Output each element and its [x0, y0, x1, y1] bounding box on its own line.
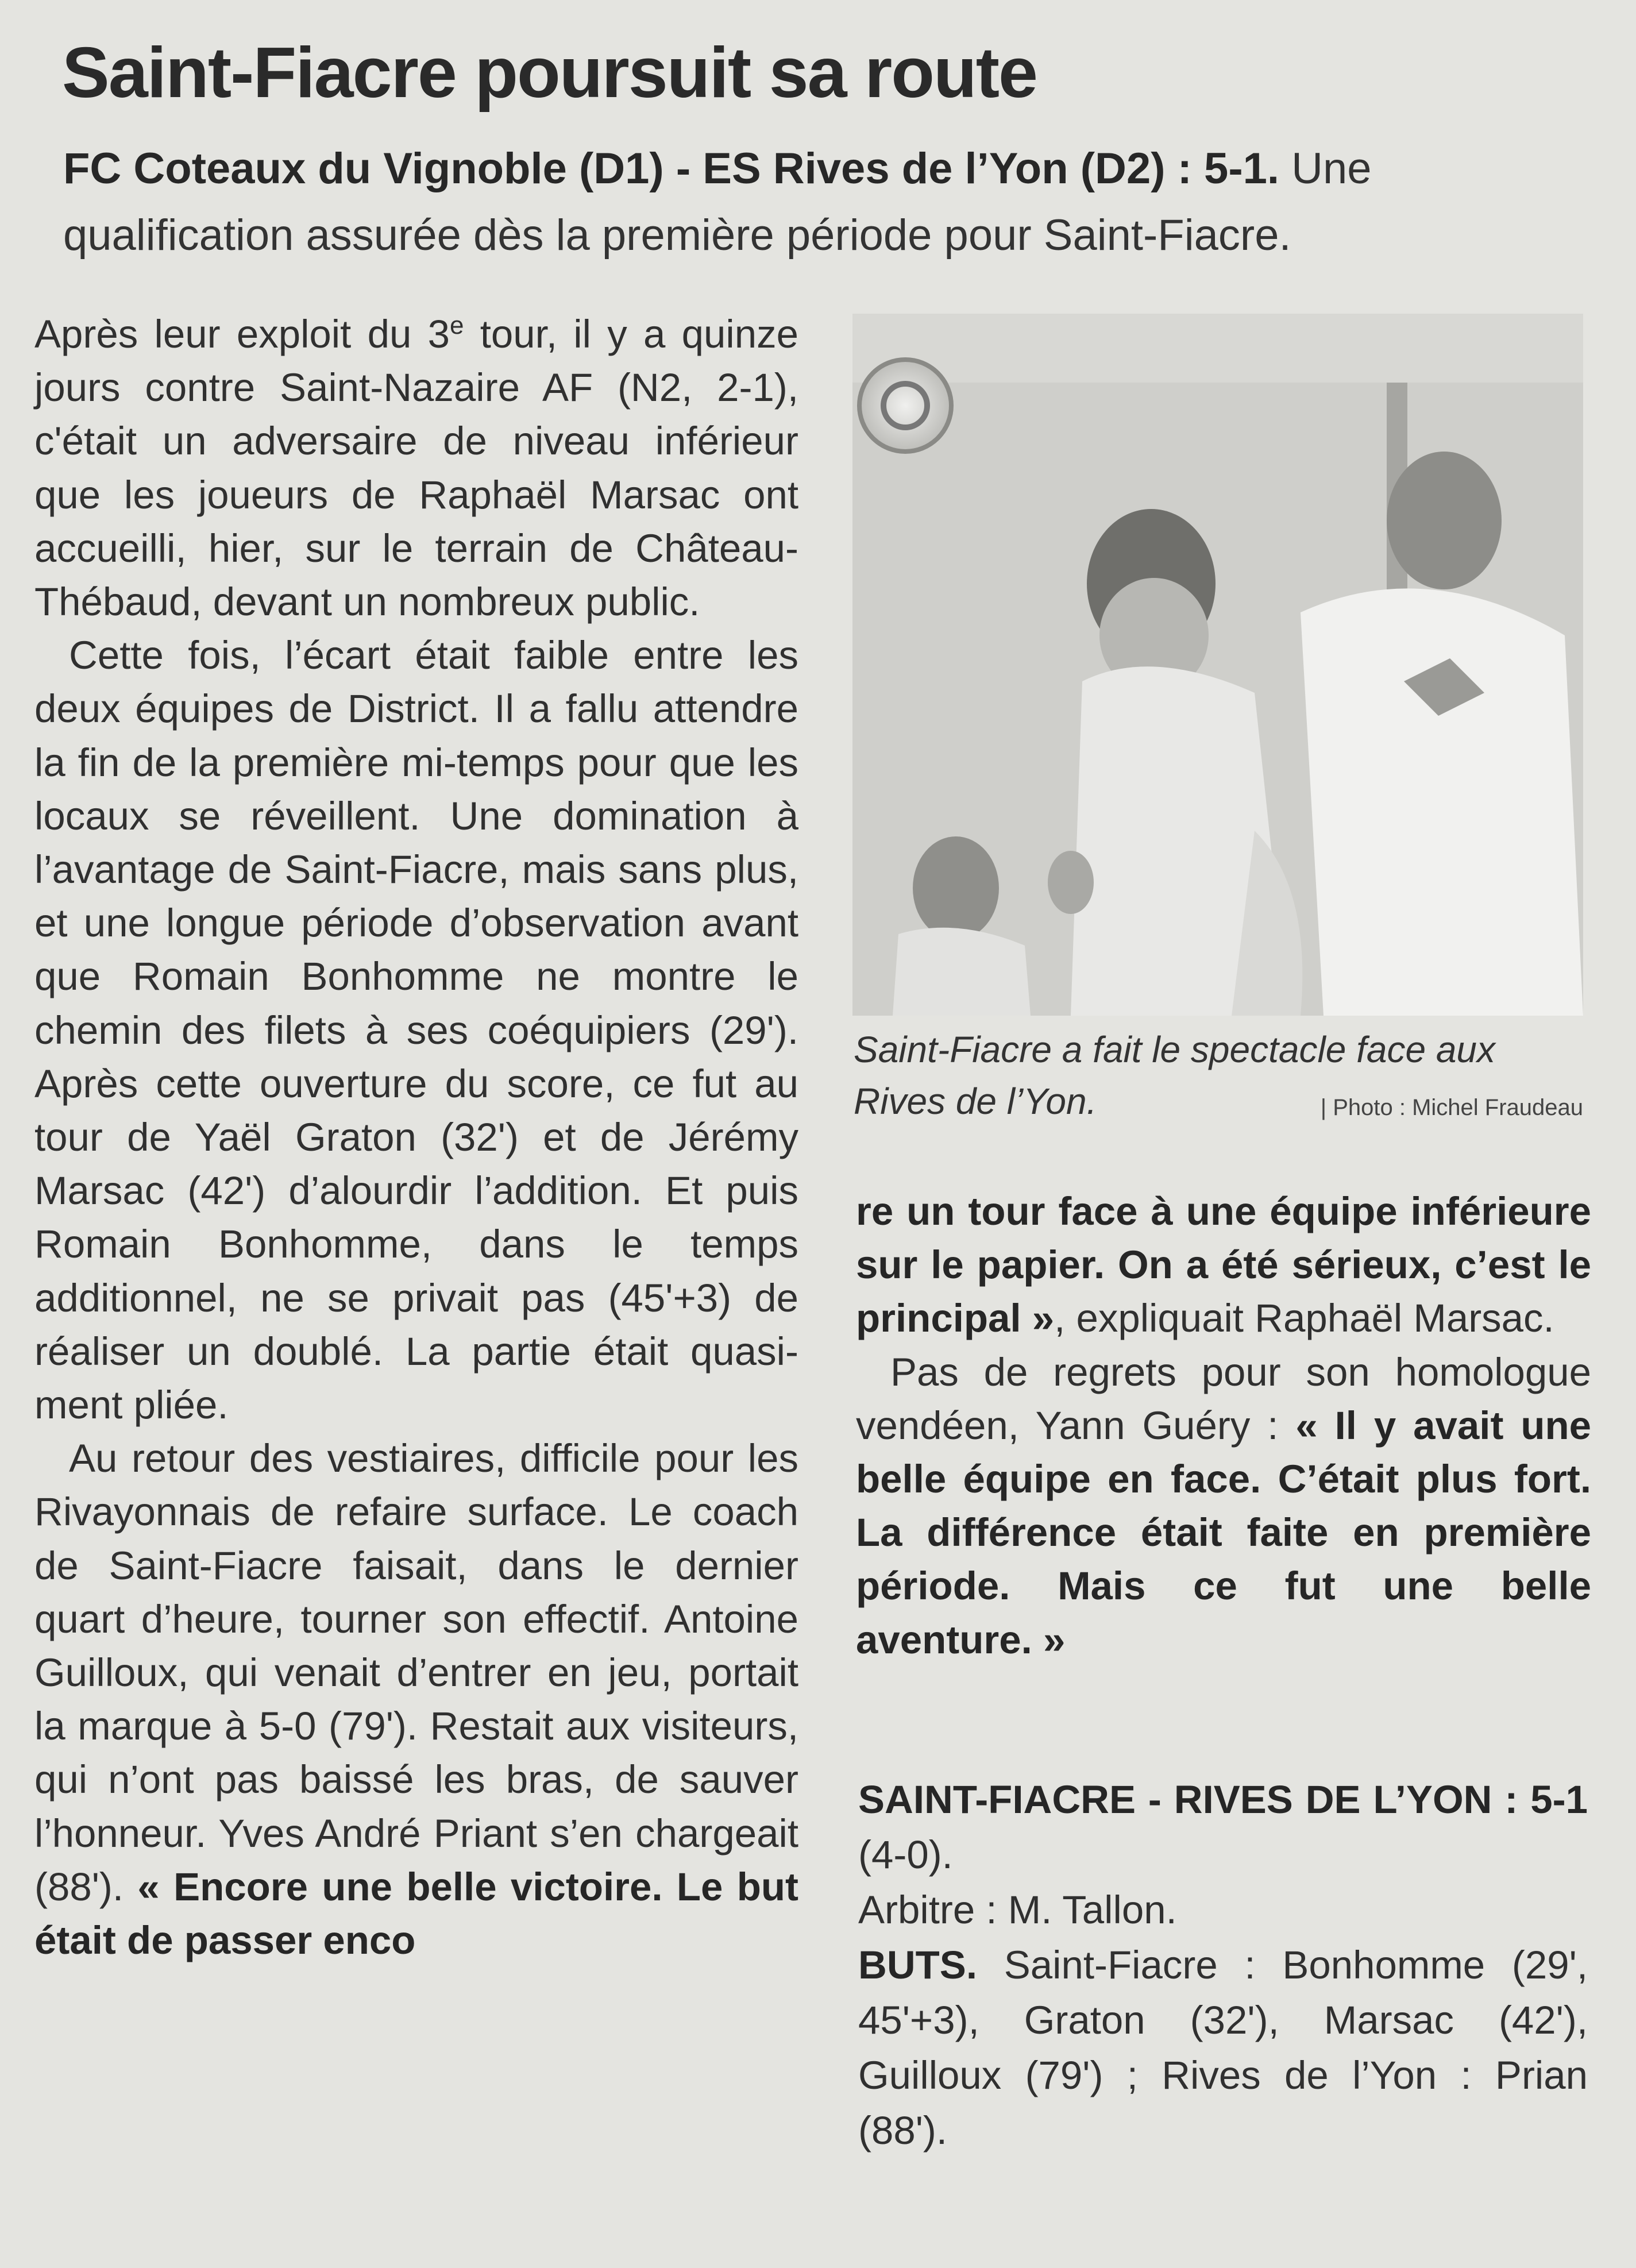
- p3-text: Au retour des vestiaires, difficile pour les Rivayonnais de refaire surface. Le coach de Saint-Fiacre faisait, dans le dernier quart d’heure, tourner son effectif. Antoine Guilloux, qui venait d’entrer en jeu, portait la marque à 5-0 (79'). Restait aux visiteurs, qui n’ont pas baissé les bras, de sauver l’honneur. Yves André Priant s’en chargeait (88').: [34, 1436, 798, 1909]
- paragraph-5: [856, 1345, 1591, 1667]
- photo-credit: | Photo : Michel Fraudeau: [1320, 1095, 1583, 1120]
- p3-quote: « Encore une belle victoire. Le but était de passer enco: [34, 1864, 799, 1963]
- standfirst-lead: FC Coteaux du Vignoble (D1) - ES Rives de l’Yon (D2) : 5-1.: [63, 144, 1280, 193]
- football-players-illustration: [852, 314, 1583, 1016]
- result-goals: [858, 1938, 1588, 2158]
- p5-quote: « Il y avait une belle équipe en face. C’était plus fort. La différence était faite en première période. Mais ce fut une belle aventure. »: [856, 1403, 1591, 1662]
- p4-quote: re un tour face à une équipe inférieure sur le papier. On a été sérieux, c’est le principal »: [856, 1189, 1591, 1341]
- paragraph-4: [856, 1185, 1591, 1345]
- p1-superscript: e: [450, 311, 464, 340]
- p4-text: , expliquait Raphaël Marsac.: [1054, 1296, 1554, 1341]
- paragraph-2: Cette fois, l’écart était faible entre les deux équipes de District. Il a fallu attendre la fin de la première mi-temps pour que les locaux se réveillent. Une domination à l’avantage de Saint-Fiacre, mais sans plus, et une longue période d’observation avant que Romain Bonhomme ne montre le chemin des filets à ses coéquipiers (29'). Après cette ouverture du score, ce fut au tour de Yaël Graton (32') et de Jérémy Marsac (42') d’alourdir l’addition. Et puis Romain Bonhomme, dans le temps additionnel, ne se privait pas (45'+3) de réaliser un doublé. La partie était quasiment pliée.: [34, 633, 798, 1428]
- headline: Saint-Fiacre poursuit sa route: [62, 33, 1037, 113]
- result-heading-line: [858, 1772, 1588, 1883]
- p5-text: Pas de regrets pour son homologue vendéen, Yann Guéry :: [856, 1349, 1591, 1448]
- paragraph-3: [34, 1432, 798, 1967]
- caption-text: Saint-Fiacre a fait le spectacle face aux Rives de l’Yon.: [854, 1029, 1495, 1122]
- match-result-box: [858, 1772, 1588, 2158]
- left-column: [34, 299, 798, 1967]
- result-referee: Arbitre : M. Tallon.: [858, 1888, 1177, 1932]
- goals-label: BUTS.: [858, 1943, 977, 1987]
- result-halftime: (4-0).: [858, 1833, 953, 1877]
- result-heading: SAINT-FIACRE - RIVES DE L’YON : 5-1: [858, 1777, 1588, 1822]
- p1-end: tour, il y a quinze jours contre Saint-Nazaire AF (N2, 2-1), c'était un adversaire de niveau inférieur que les joueurs de Raphaël Marsac ont accueilli, hier, sur le terrain de Château-Thébaud, devant un nombreux public.: [34, 312, 798, 624]
- standfirst: [63, 136, 1534, 269]
- goals-text: Saint-Fiacre : Bonhomme (29', 45'+3), Graton (32'), Marsac (42'), Guilloux (79') ; Rives de l’Yon : Prian (88').: [858, 1943, 1588, 2153]
- right-column: [856, 1185, 1591, 1667]
- paragraph-1: [34, 299, 798, 628]
- standfirst-text: Une qualification assurée dès la première période pour Saint-Fiacre.: [63, 144, 1372, 260]
- ball-icon: [859, 360, 951, 452]
- p1-start: Après leur exploit du 3: [34, 312, 450, 356]
- match-photo: [852, 314, 1583, 1016]
